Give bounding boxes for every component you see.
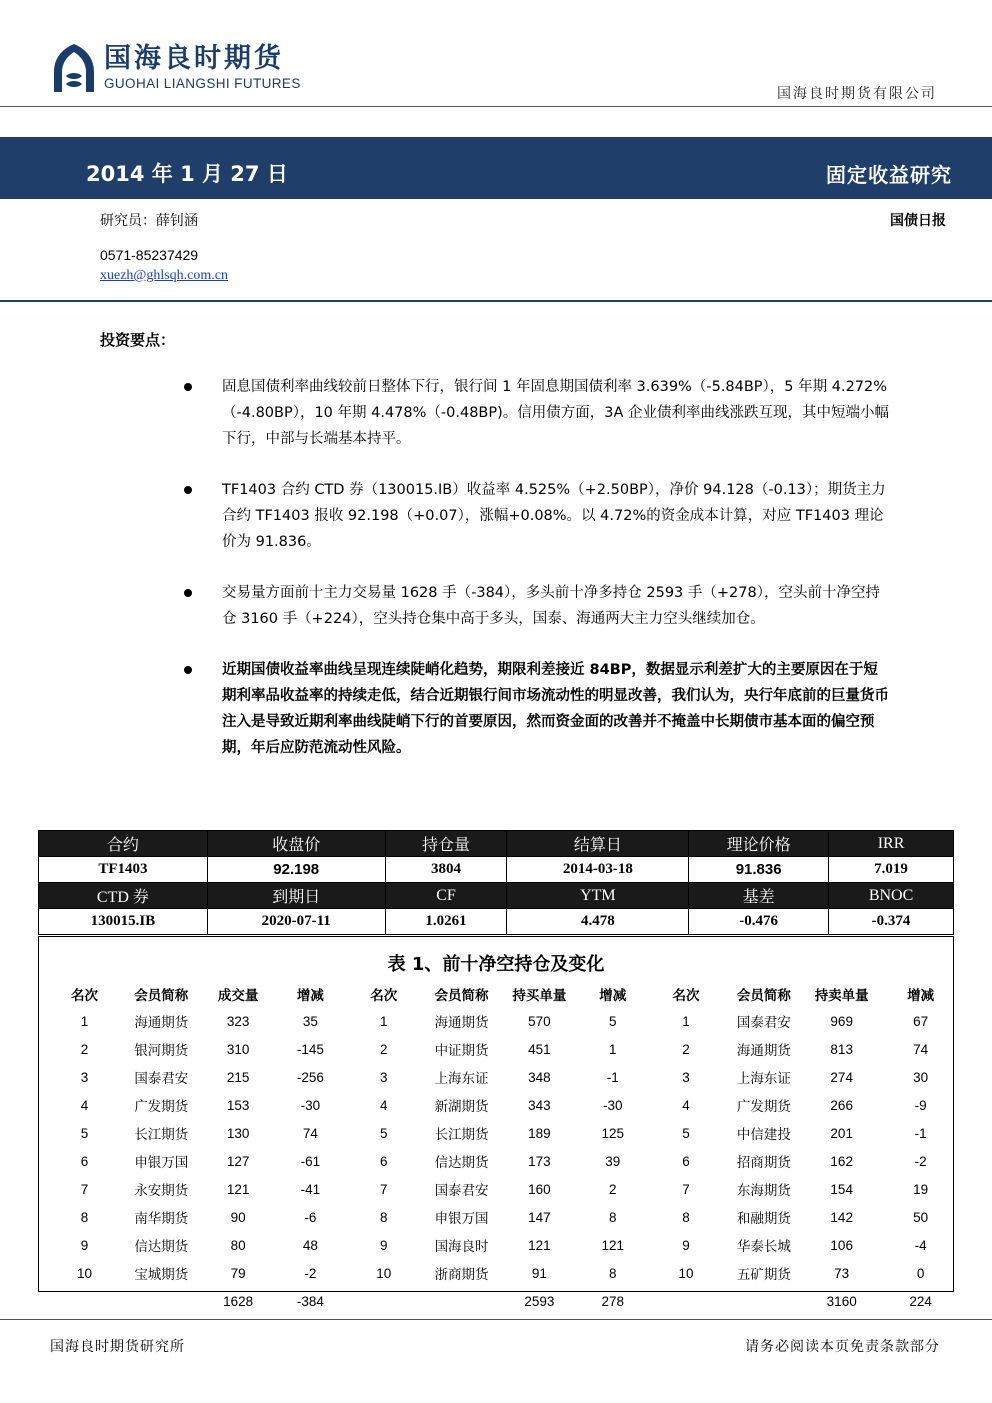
ranking-column-header: 持买单量: [512, 988, 567, 1004]
ranking-cell: 银河期货: [134, 1043, 189, 1059]
ranking-cell: -2: [304, 1265, 317, 1281]
ranking-cell: -41: [300, 1181, 321, 1197]
ranking-cell: 浙商期货: [434, 1267, 489, 1283]
ranking-cell: -1: [606, 1069, 619, 1085]
logo-english-name: GUOHAI LIANGSHI FUTURES: [104, 76, 301, 91]
ranking-cell: 招商期货: [736, 1155, 791, 1171]
summary-header-cell: 合约: [39, 831, 208, 857]
logo-emblem-icon: [50, 42, 98, 94]
ranking-cell: 6: [682, 1153, 690, 1169]
ranking-cell: 570: [528, 1013, 551, 1029]
ranking-cell: 278: [601, 1293, 624, 1309]
ranking-cell: 6: [379, 1153, 388, 1169]
ranking-cell: 永安期货: [134, 1183, 189, 1199]
ranking-cell: 3: [80, 1069, 89, 1085]
ranking-cell: 4: [80, 1097, 89, 1113]
ranking-cell: 4: [379, 1097, 388, 1113]
ranking-cell: 申银万国: [434, 1211, 489, 1227]
ranking-cell: 和融期货: [736, 1211, 791, 1227]
key-point-text: 交易量方面前十主力交易量 1628 手（-384），多头前十净多持仓 2593 手（+278），空头前十净空持仓 3160 手（+224），空头持仓集中高于多头，国泰、海通两大主力空头继续加仓。: [222, 585, 880, 627]
ranking-cell: 东海期货: [736, 1183, 791, 1199]
footer-divider: [0, 1319, 992, 1320]
ranking-cell: [39, 1287, 130, 1315]
position-ranking-panel: [38, 936, 954, 1309]
key-point-item: [182, 477, 892, 555]
ranking-cell: 国泰君安: [134, 1071, 189, 1087]
ranking-cell: 海通期货: [134, 1015, 189, 1031]
ranking-cell: 215: [226, 1069, 250, 1085]
ranking-cell: 上海东证: [736, 1071, 791, 1087]
ranking-cell: [640, 1287, 733, 1315]
ranking-cell: 121: [528, 1237, 551, 1253]
ranking-cell: 信达期货: [434, 1155, 489, 1171]
summary-value-cell: 4.478: [507, 909, 689, 935]
key-point-item: [182, 374, 892, 452]
ranking-cell: 813: [830, 1041, 853, 1057]
ranking-cell: 南华期货: [134, 1211, 189, 1227]
ranking-cell: 5: [379, 1125, 388, 1141]
ranking-column-header: 增减: [907, 988, 935, 1004]
ranking-cell: 1: [608, 1041, 617, 1057]
ranking-cell: 10: [678, 1265, 694, 1281]
ranking-cell: 9: [379, 1237, 388, 1253]
ranking-cell: 127: [226, 1153, 250, 1169]
summary-value-cell: 7.019: [829, 857, 954, 883]
ranking-cell: 中证期货: [434, 1043, 489, 1059]
key-point-item: [182, 580, 892, 632]
ranking-cell: 154: [830, 1181, 853, 1197]
ranking-cell: 海通期货: [736, 1043, 791, 1059]
ranking-cell: 274: [830, 1069, 853, 1085]
ranking-column-header: 持卖单量: [814, 988, 869, 1004]
ranking-cell: 7: [80, 1181, 89, 1197]
analyst-email-link[interactable]: xuezh@ghlsqh.com.cn: [100, 268, 228, 283]
ranking-cell: 201: [830, 1125, 853, 1141]
summary-value-cell: -0.476: [689, 909, 829, 935]
ranking-cell: 9: [682, 1237, 690, 1253]
ranking-column-header: 成交量: [217, 988, 259, 1004]
ranking-cell: 上海东证: [434, 1071, 489, 1087]
summary-header-cell: 结算日: [507, 831, 689, 857]
contract-summary-table: [38, 830, 954, 935]
ranking-cell: 121: [226, 1181, 250, 1197]
ranking-cell: 2: [682, 1041, 690, 1057]
ranking-row: [39, 1119, 953, 1147]
summary-header-cell: 持仓量: [385, 831, 507, 857]
ranking-cell: 162: [830, 1153, 853, 1169]
ranking-cell: 3160: [826, 1293, 857, 1309]
ranking-cell: 广发期货: [736, 1099, 791, 1115]
ranking-column-header: 名次: [672, 988, 700, 1004]
ranking-cell: -30: [300, 1097, 321, 1113]
summary-value-cell: 3804: [385, 857, 507, 883]
ranking-cell: 3: [379, 1069, 388, 1085]
ranking-cell: -9: [914, 1097, 927, 1113]
summary-header-cell: CF: [385, 883, 507, 909]
position-ranking-table: [39, 981, 953, 1315]
bullet-dot-icon: [184, 486, 192, 494]
ranking-cell: 73: [834, 1265, 850, 1281]
ranking-cell: 147: [528, 1209, 551, 1225]
ranking-cell: 信达期货: [134, 1239, 189, 1255]
ranking-row: [39, 1175, 953, 1203]
ranking-cell: 8: [379, 1209, 388, 1225]
ranking-cell: 67: [913, 1013, 929, 1029]
ranking-cell: 广发期货: [134, 1099, 189, 1115]
ranking-table-title: 表 1、前十净空持仓及变化: [387, 954, 605, 975]
ranking-cell: 130: [226, 1125, 250, 1141]
ranking-row: [39, 1063, 953, 1091]
summary-header-cell: 基差: [689, 883, 829, 909]
ranking-cell: 新湖期货: [434, 1099, 489, 1115]
report-date: 2014 年 1 月 27 日: [86, 162, 288, 186]
ranking-cell: -4: [914, 1237, 927, 1253]
ranking-cell: -30: [602, 1097, 623, 1113]
summary-value-cell: 91.836: [689, 857, 829, 883]
ranking-cell: 173: [528, 1153, 551, 1169]
ranking-cell: 国泰君安: [736, 1015, 791, 1031]
ranking-cell: 申银万国: [134, 1155, 189, 1171]
ranking-cell: 2: [379, 1041, 388, 1057]
ranking-cell: -6: [304, 1209, 317, 1225]
ranking-cell: [430, 1287, 493, 1315]
ranking-cell: 90: [230, 1209, 246, 1225]
ranking-cell: [733, 1287, 796, 1315]
ranking-cell: 266: [830, 1097, 853, 1113]
ranking-cell: 华泰长城: [736, 1239, 791, 1255]
summary-value-cell: -0.374: [829, 909, 954, 935]
company-name: 国海良时期货有限公司: [777, 86, 937, 102]
ranking-row: [39, 1147, 953, 1175]
footer-institute: 国海良时期货研究所: [50, 1339, 185, 1355]
footer-disclaimer-note: 请务必阅读本页免责条款部分: [745, 1339, 940, 1355]
ranking-cell: 海通期货: [434, 1015, 489, 1031]
ranking-cell: 125: [601, 1125, 624, 1141]
ranking-cell: 19: [913, 1181, 929, 1197]
summary-header-cell: CTD 券: [39, 883, 208, 909]
report-category: 固定收益研究: [826, 163, 952, 187]
ranking-cell: 7: [379, 1181, 388, 1197]
summary-header-cell: BNOC: [829, 883, 954, 909]
ranking-column-header: 名次: [70, 988, 98, 1004]
key-point-text: 近期国债收益率曲线呈现连续陡峭化趋势，期限利差接近 84BP，数据显示利差扩大的主要原因在于短期利率品收益率的持续走低，结合近期银行间市场流动性的明显改善，我们认为，央行年底前的巨量货币注入是导致近期利率曲线陡峭下行的首要原因，然而资金面的改善并不掩盖中长期债市基本面的偏空预期，年后应防范流动性风险。: [222, 662, 889, 756]
ranking-cell: 1628: [223, 1293, 254, 1309]
meta-divider: [0, 300, 992, 302]
ranking-total-row: [39, 1287, 953, 1315]
summary-value-row: [39, 857, 954, 883]
ranking-cell: 8: [608, 1209, 617, 1225]
ranking-cell: 106: [830, 1237, 853, 1253]
key-point-item: [182, 657, 892, 761]
ranking-column-header: 会员简称: [736, 988, 791, 1004]
bullet-dot-icon: [184, 383, 192, 391]
ranking-cell: 4: [682, 1097, 690, 1113]
header-divider: [0, 106, 992, 107]
ranking-cell: 451: [528, 1041, 551, 1057]
ranking-cell: 1: [379, 1013, 388, 1029]
ranking-cell: 343: [528, 1097, 551, 1113]
key-point-text: TF1403 合约 CTD 券（130015.IB）收益率 4.525%（+2.50BP），净价 94.128（-0.13）；期货主力合约 TF1403 报收 92.198（+0.07），涨幅+0.08%。以 4.72%的资金成本计算，对应 TF1403 理论价为 91.836。: [222, 482, 886, 550]
summary-header-cell: 收盘价: [207, 831, 385, 857]
analyst-phone: 0571-85237429: [100, 247, 199, 263]
ranking-cell: -1: [914, 1125, 927, 1141]
ranking-cell: 50: [913, 1209, 929, 1225]
ranking-cell: 30: [913, 1069, 929, 1085]
ranking-row: [39, 1091, 953, 1119]
summary-value-cell: 1.0261: [385, 909, 507, 935]
ranking-cell: 6: [80, 1153, 89, 1169]
ranking-cell: 74: [913, 1041, 929, 1057]
analyst-name: 研究员：薛钊涵: [100, 213, 198, 229]
company-logo: [50, 42, 301, 94]
key-points-list: [182, 374, 892, 786]
ranking-column-header: 增减: [599, 988, 627, 1004]
ranking-row: [39, 1203, 953, 1231]
ranking-cell: 969: [830, 1013, 853, 1029]
summary-value-cell: TF1403: [39, 857, 208, 883]
ranking-cell: 39: [605, 1153, 621, 1169]
ranking-cell: [337, 1287, 430, 1315]
ranking-cell: 8: [682, 1209, 690, 1225]
summary-value-cell: 2020-07-11: [207, 909, 385, 935]
summary-header-cell: YTM: [507, 883, 689, 909]
summary-value-cell: 2014-03-18: [507, 857, 689, 883]
summary-value-cell: 92.198: [207, 857, 385, 883]
ranking-cell: -384: [296, 1293, 324, 1309]
ranking-cell: 121: [601, 1237, 624, 1253]
ranking-row: [39, 1007, 953, 1035]
ranking-cell: 310: [226, 1041, 250, 1057]
report-type: 国债日报: [890, 213, 946, 229]
section-heading: 投资要点：: [100, 331, 176, 349]
ranking-cell: 5: [80, 1125, 89, 1141]
ranking-cell: 91: [531, 1265, 547, 1281]
ranking-row: [39, 1231, 953, 1259]
ranking-cell: 8: [80, 1209, 89, 1225]
ranking-cell: 国海良时: [434, 1239, 489, 1255]
ranking-cell: 1: [80, 1013, 89, 1029]
ranking-cell: 224: [909, 1293, 932, 1309]
ranking-cell: 142: [830, 1209, 853, 1225]
ranking-cell: 189: [528, 1125, 551, 1141]
ranking-row: [39, 1035, 953, 1063]
ranking-cell: 2: [80, 1041, 89, 1057]
ranking-row: [39, 1259, 953, 1287]
ranking-cell: 长江期货: [134, 1127, 189, 1143]
ranking-cell: 9: [80, 1237, 89, 1253]
ranking-table-body: [39, 1007, 953, 1315]
ranking-cell: 48: [302, 1237, 318, 1253]
ranking-cell: 10: [376, 1265, 392, 1281]
ranking-cell: -256: [296, 1069, 324, 1085]
bullet-dot-icon: [184, 589, 192, 597]
ranking-column-header: 会员简称: [134, 988, 189, 1004]
ranking-cell: 5: [682, 1125, 690, 1141]
summary-header-cell: IRR: [829, 831, 954, 857]
ranking-cell: 323: [226, 1013, 250, 1029]
ranking-cell: 10: [76, 1265, 92, 1281]
ranking-cell: 348: [528, 1069, 551, 1085]
summary-value-cell: 130015.IB: [39, 909, 208, 935]
ranking-cell: 160: [528, 1181, 551, 1197]
summary-header-cell: 理论价格: [689, 831, 829, 857]
ranking-cell: 中信建投: [736, 1127, 791, 1143]
key-point-text: 固息国债利率曲线较前日整体下行，银行间 1 年固息期国债利率 3.639%（-5.84BP），5 年期 4.272%（-4.80BP），10 年期 4.478%（-0.48BP)。信用债方面，3A 企业债利率曲线涨跌互现，其中短端小幅下行，中部与长端基本持平。: [222, 379, 890, 447]
ranking-cell: 7: [682, 1181, 690, 1197]
ranking-cell: 2: [608, 1181, 617, 1197]
ranking-cell: -61: [300, 1153, 321, 1169]
ranking-cell: 5: [608, 1013, 617, 1029]
summary-value-row: [39, 909, 954, 935]
summary-header-cell: 到期日: [207, 883, 385, 909]
ranking-column-header: 名次: [370, 988, 398, 1004]
ranking-cell: 五矿期货: [736, 1267, 791, 1283]
ranking-cell: -2: [914, 1153, 927, 1169]
ranking-cell: 长江期货: [434, 1127, 489, 1143]
logo-chinese-name: 国海良时期货: [104, 43, 284, 74]
bullet-dot-icon: [184, 666, 192, 674]
ranking-cell: 35: [302, 1013, 318, 1029]
ranking-cell: 80: [230, 1237, 246, 1253]
ranking-cell: 国泰君安: [434, 1183, 489, 1199]
ranking-cell: 3: [682, 1069, 690, 1085]
ranking-header-row: [39, 981, 953, 1007]
summary-header-row: [39, 831, 954, 857]
ranking-cell: -145: [296, 1041, 324, 1057]
ranking-cell: 79: [230, 1265, 246, 1281]
summary-header-row: [39, 883, 954, 909]
ranking-cell: 153: [226, 1097, 250, 1113]
ranking-cell: 2593: [524, 1293, 555, 1309]
ranking-cell: 0: [916, 1265, 925, 1281]
ranking-cell: 74: [302, 1125, 318, 1141]
ranking-cell: [130, 1287, 193, 1315]
ranking-cell: 8: [608, 1265, 617, 1281]
ranking-column-header: 会员简称: [434, 988, 489, 1004]
ranking-cell: 1: [682, 1013, 690, 1029]
ranking-cell: 宝城期货: [134, 1267, 189, 1283]
ranking-column-header: 增减: [296, 988, 324, 1004]
